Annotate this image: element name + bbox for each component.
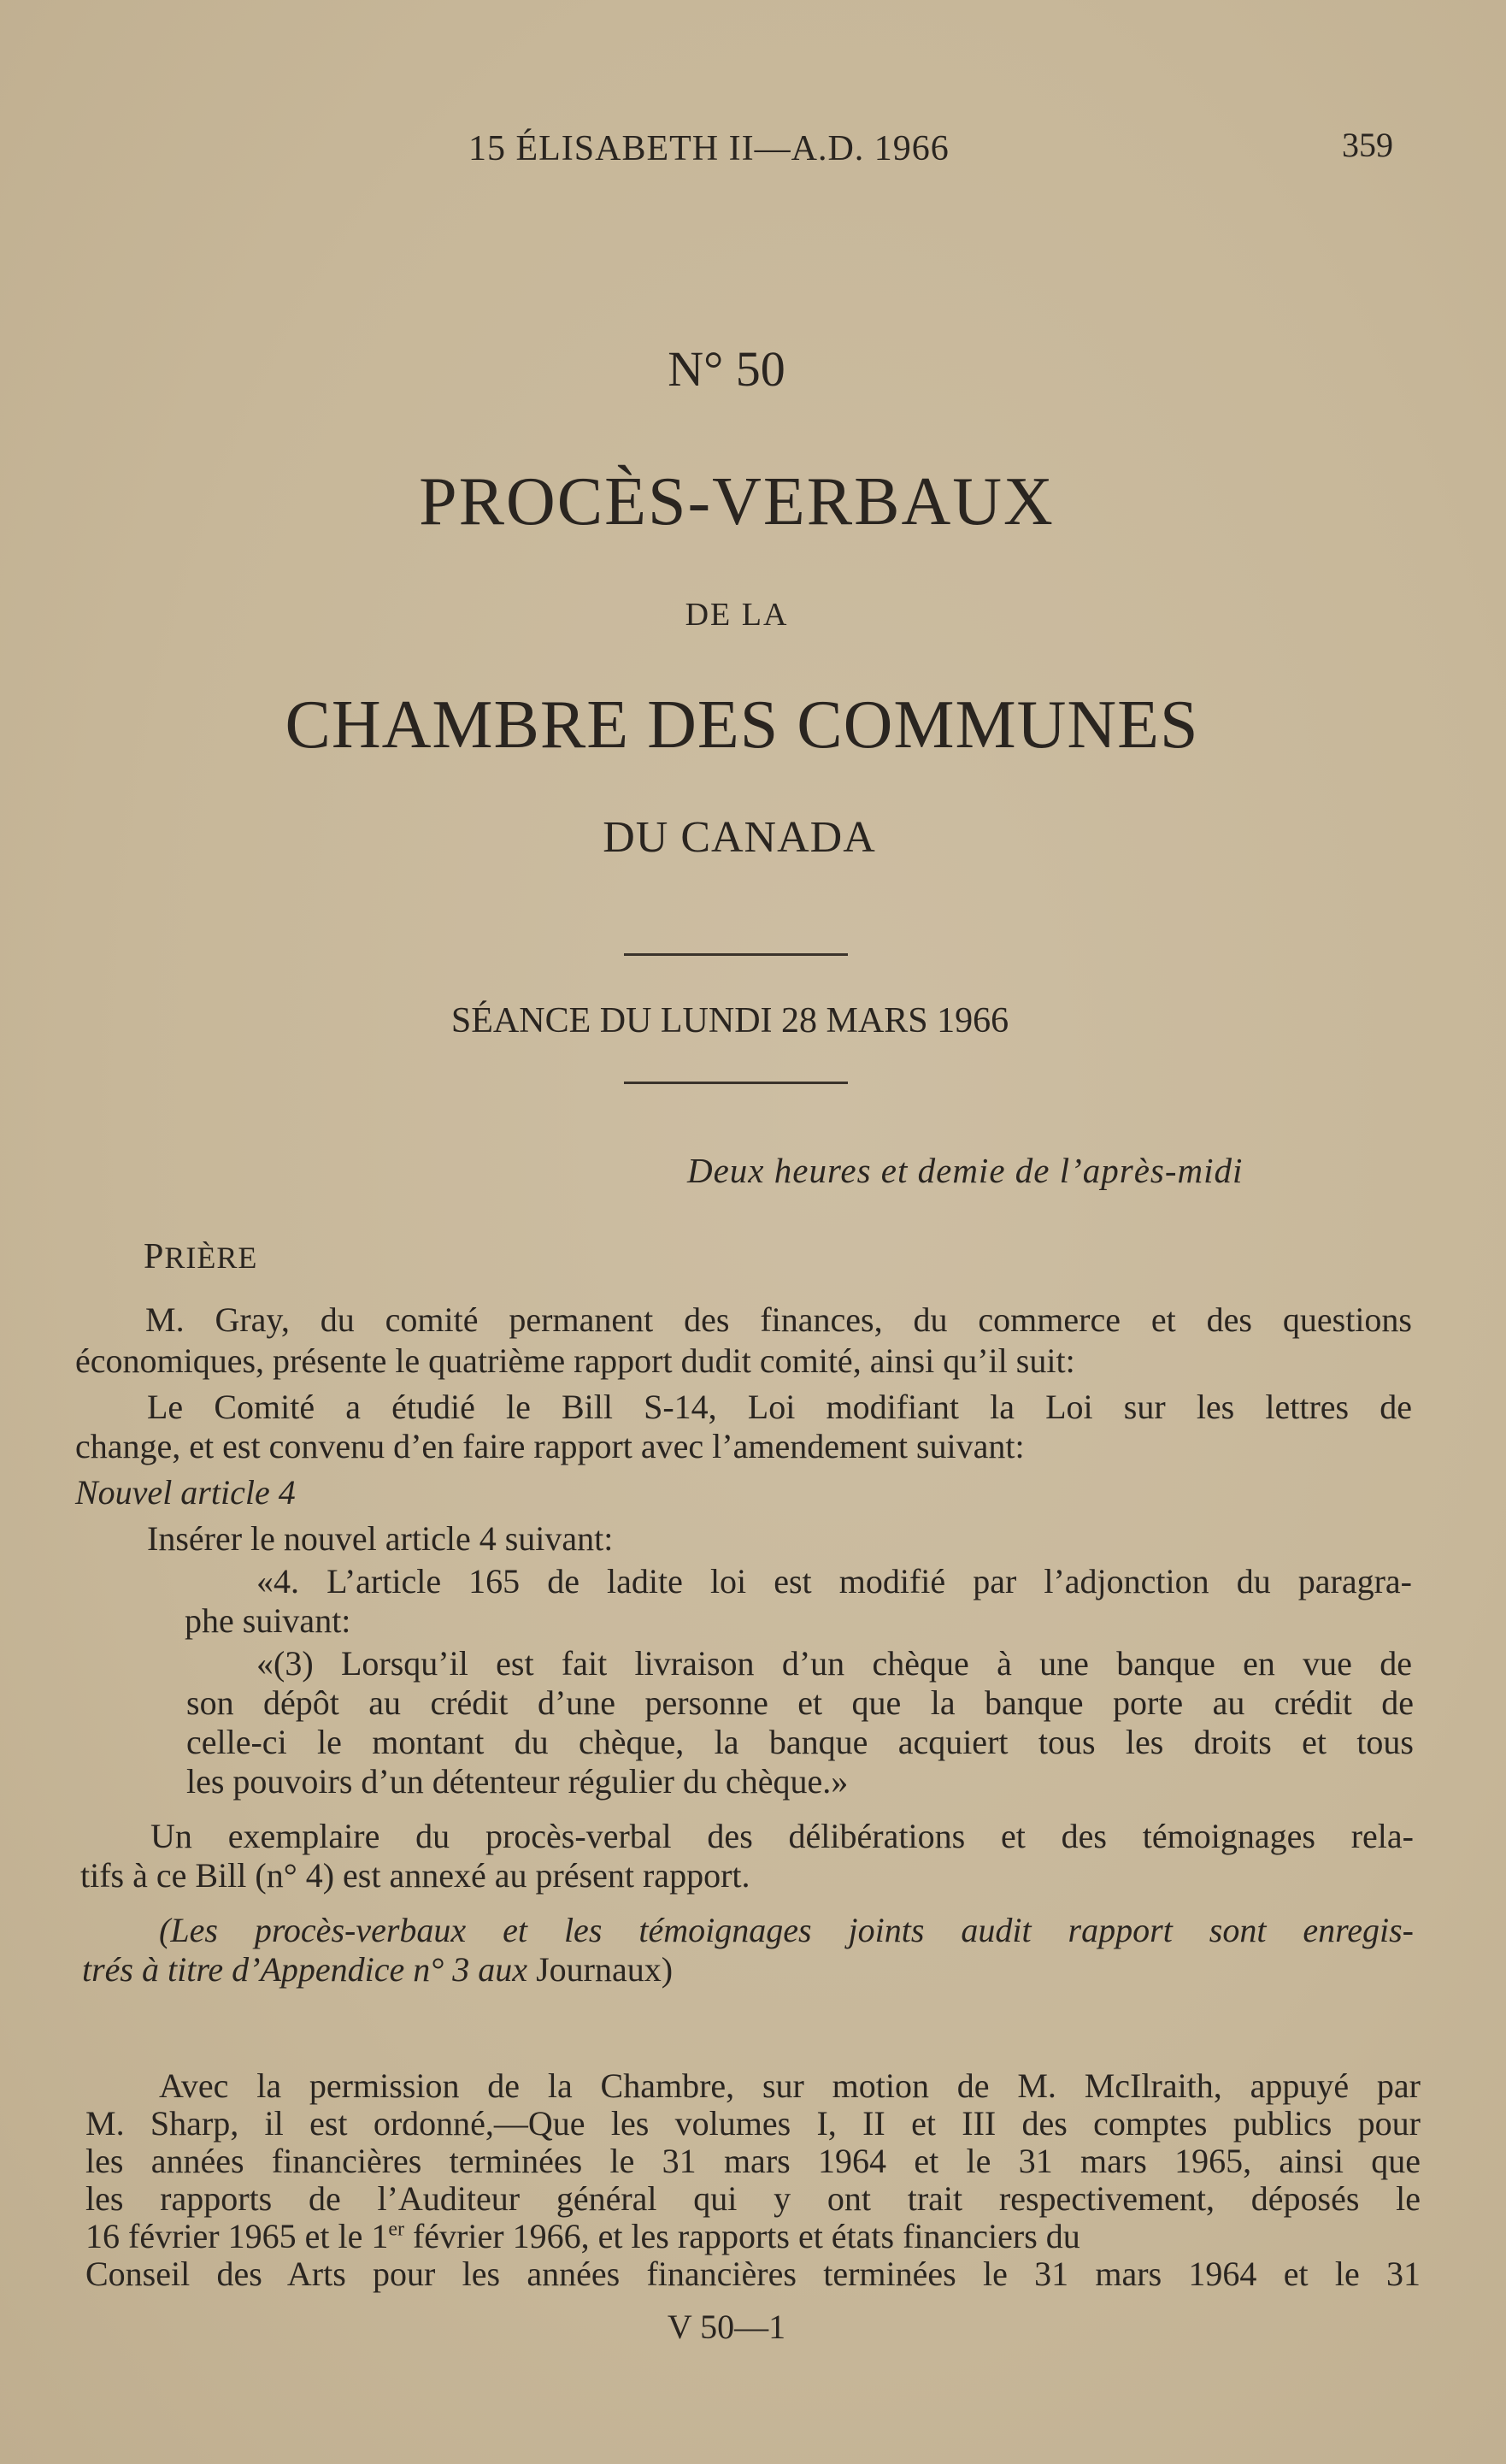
quote2-line4: les pouvoirs d’un détenteur régulier du chèque.» <box>186 1762 849 1801</box>
new-article-heading: Nouvel article 4 <box>75 1473 296 1512</box>
p3-line2: tifs à ce Bill (n° 4) est annexé au présent rapport. <box>80 1856 750 1895</box>
priere-rest: RIÈRE <box>164 1241 258 1275</box>
p5-line5-b: février 1966, et les rapports et états financiers du <box>403 2217 1080 2255</box>
p5-line5-superscript: er <box>388 2218 404 2241</box>
divider-top <box>624 953 848 956</box>
page-number: 359 <box>1342 126 1393 164</box>
p1-line2: économiques, présente le quatrième rapport dudit comité, ainsi qu’il suit: <box>75 1341 1075 1380</box>
quote2-line3: celle-ci le montant du chèque, la banque acquiert tous les droits et tous <box>186 1723 1414 1761</box>
p1-line1: M. Gray, du comité permanent des finances, du commerce et des questions <box>145 1300 1412 1339</box>
p4-line2 <box>82 1949 673 1989</box>
p5-line4: les rapports de l’Auditeur général qui y ont trait respectivement, déposés le <box>85 2179 1421 2218</box>
p5-line5-a: 16 février 1965 et le 1 <box>85 2217 389 2255</box>
p5-line2: M. Sharp, il est ordonné,—Que les volumes I, II et III des comptes publics pour <box>85 2104 1421 2143</box>
session-time: Deux heures et demie de l’après-midi <box>687 1151 1244 1190</box>
title-chambre: CHAMBRE DES COMMUNES <box>285 687 1199 763</box>
p4-journaux: Journaux) <box>536 1950 674 1989</box>
p5-line3: les années financières terminées le 31 mars 1964 et le 31 mars 1965, ainsi que <box>85 2142 1421 2180</box>
p5-line1: Avec la permission de la Chambre, sur motion de M. McIlraith, appuyé par <box>159 2066 1421 2105</box>
p3-line1: Un exemplaire du procès-verbal des délibérations et des témoignages rela- <box>150 1817 1414 1855</box>
priere-initial: P <box>144 1237 165 1276</box>
insert-instruction: Insérer le nouvel article 4 suivant: <box>147 1519 614 1558</box>
title-proces-verbaux: PROCÈS-VERBAUX <box>419 464 1055 539</box>
p5-line6: Conseil des Arts pour les années financières terminées le 31 mars 1964 et le 31 <box>85 2255 1421 2293</box>
title-canada: DU CANADA <box>603 813 876 862</box>
quote1-line1: «4. L’article 165 de ladite loi est modifié par l’adjonction du paragra- <box>256 1562 1412 1600</box>
running-header: 15 ÉLISABETH II—A.D. 1966 <box>468 129 950 168</box>
quote1-line2: phe suivant: <box>185 1601 351 1640</box>
p2-line2: change, et est convenu d’en faire rapport avec l’amendement suivant: <box>75 1427 1025 1465</box>
title-connector: DE LA <box>685 597 789 633</box>
quote2-line1: «(3) Lorsqu’il est fait livraison d’un chèque à une banque en vue de <box>256 1644 1412 1683</box>
quote2-line2: son dépôt au crédit d’une personne et que la banque porte au crédit de <box>186 1683 1414 1722</box>
p4-line2-italic: trés à titre d’Appendice n° 3 aux <box>82 1950 537 1989</box>
p5-line5 <box>85 2216 1421 2256</box>
p4-line1: (Les procès-verbaux et les témoignages joints audit rapport sont enregis- <box>159 1911 1414 1949</box>
session-date: SÉANCE DU LUNDI 28 MARS 1966 <box>450 1001 1009 1040</box>
p2-line1: Le Comité a étudié le Bill S-14, Loi modifiant la Loi sur les lettres de <box>147 1388 1412 1426</box>
signature-mark: V 50—1 <box>667 2308 786 2346</box>
divider-bottom <box>624 1082 848 1084</box>
document-number: N° 50 <box>668 341 785 397</box>
priere-heading <box>144 1236 257 1277</box>
